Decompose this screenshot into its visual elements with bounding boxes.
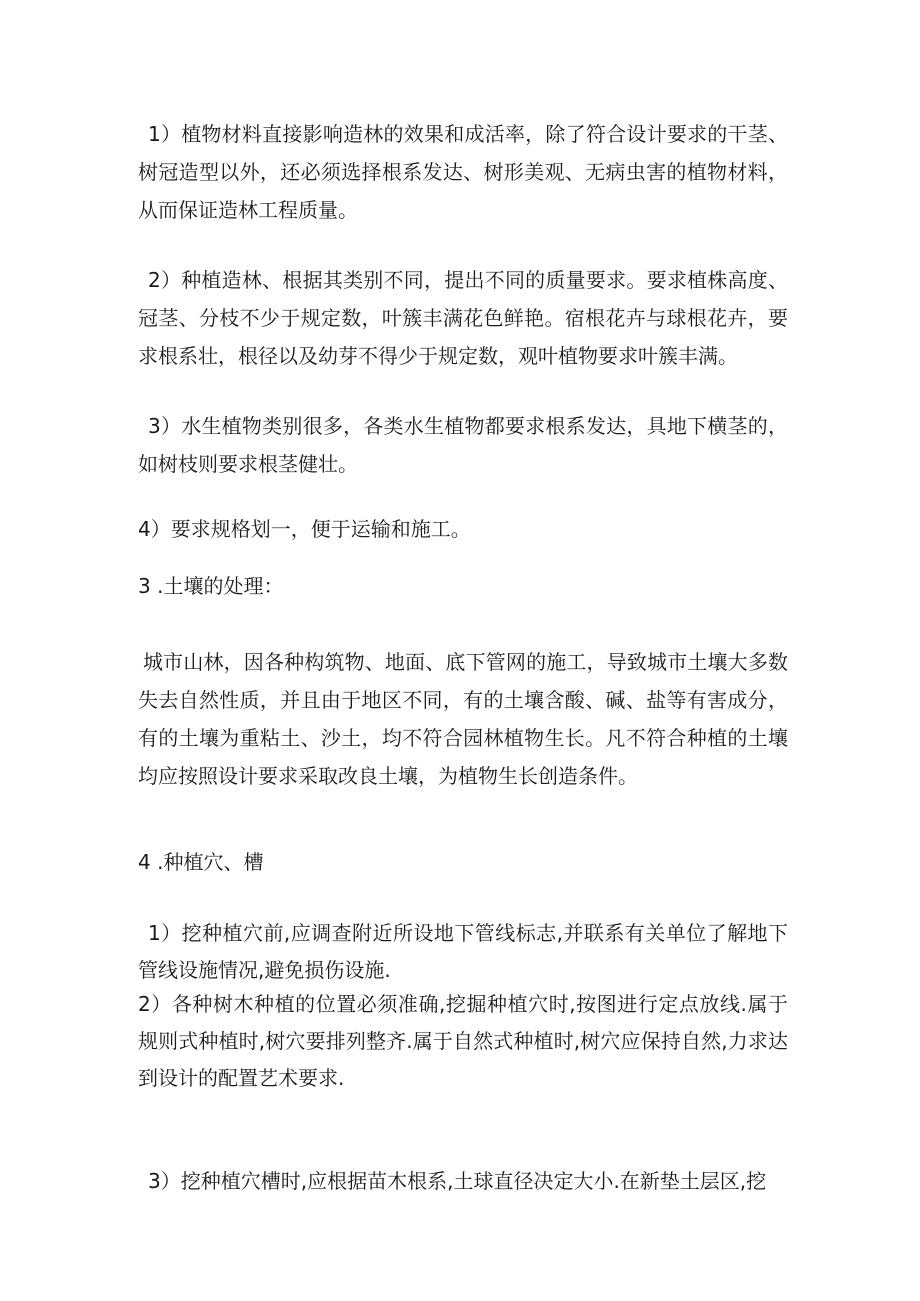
paragraph-soil-treatment: 城市山林，因各种构筑物、地面、底下管网的施工，导致城市土壤大多数失去自然性质，并且由于地区不同，有的土壤含酸、碱、盐等有害成分，有的土壤为重粘土、沙土，均不符合园林植物生长。凡不符合种植的土壤均应按照设计要求采取改良土壤，为植物生长创造条件。 [138,650,788,788]
paragraph-pit-positioning: 2）各种树木种植的位置必须准确,挖掘种植穴时,按图进行定点放线.属于规则式种植时,树穴要排列整齐.属于自然式种植时,树穴应保持自然,力求达到设计的配置艺术要求. [138,992,788,1090]
paragraph-uniform-specs: 4）要求规格划一，便于运输和施工。 [138,517,471,541]
paragraph-planting-quality: 2）种植造林、根据其类别不同，提出不同的质量要求。要求植株高度、冠茎、分枝不少于规定数，叶簇丰满花色鲜艳。宿根花卉与球根花卉，要求根系壮，根径以及幼芽不得少于规定数，观叶植物要求叶簇丰满。 [138,268,788,368]
paragraph-pit-size: 3）挖种植穴槽时,应根据苗木根系,土球直径决定大小.在新垫土层区,挖 [148,1169,767,1193]
paragraph-aquatic-plants: 3）水生植物类别很多，各类水生植物都要求根系发达，具地下横茎的，如树枝则要求根茎健壮。 [138,414,788,476]
section-heading-soil: 3 .土壤的处理： [138,574,284,598]
section-heading-planting-pits: 4 .种植穴、槽 [138,850,264,874]
paragraph-pit-survey: 1）挖种植穴前,应调查附近所设地下管线标志,并联系有关单位了解地下管线设施情况,避免损伤设施. [138,921,788,982]
paragraph-plant-materials: 1）植物材料直接影响造林的效果和成活率，除了符合设计要求的干茎、树冠造型以外，还必须选择根系发达、树形美观、无病虫害的植物材料，从而保证造林工程质量。 [138,122,788,222]
